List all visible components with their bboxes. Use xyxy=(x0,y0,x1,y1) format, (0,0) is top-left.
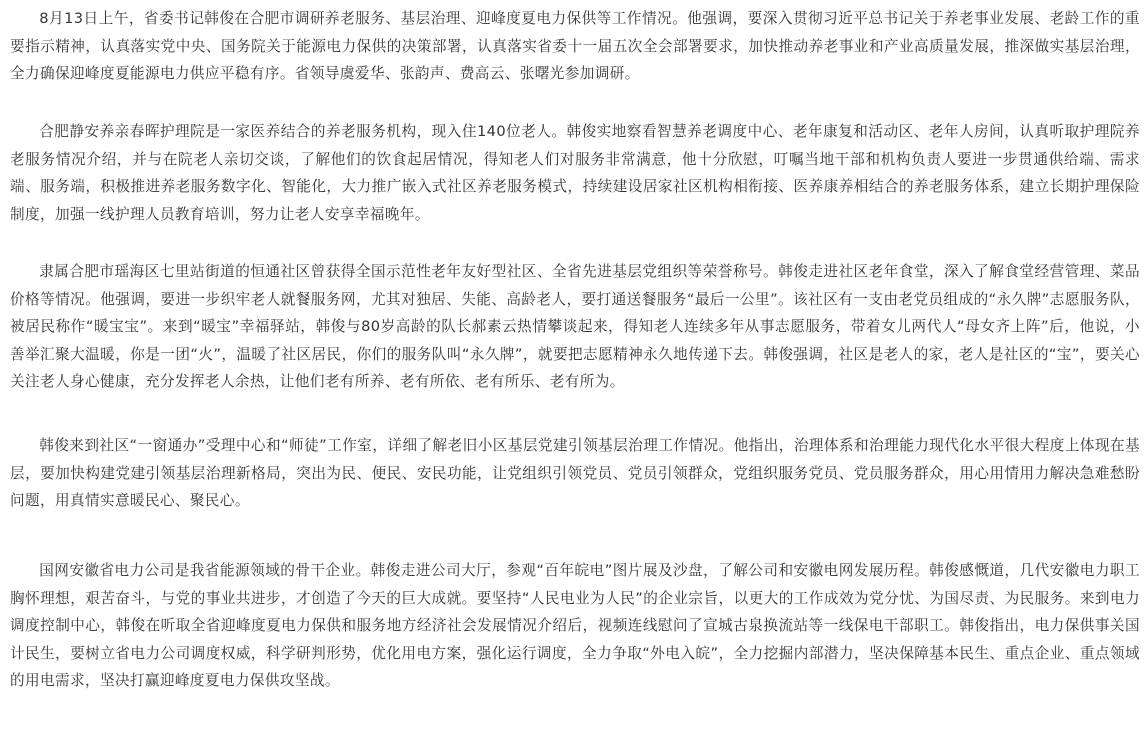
paragraph-2: 合肥静安养亲春晖护理院是一家医养结合的养老服务机构，现入住140位老人。韩俊实地察看智慧养老调度中心、老年康复和活动区、老年人房间，认真听取护理院养老服务情况介绍，并与在院老人亲切交谈，了解他们的饮食起居情况，得知老人们对服务非常满意，他十分欣慰，叮嘱当地干部和机构负责人要进一步贯通供给端、需求端、服务端，积极推进养老服务数字化、智能化，大力推广嵌入式社区养老服务模式，持续建设居家社区机构相衔接、医养康养相结合的养老服务体系，建立长期护理保险制度，加强一线护理人员教育培训，努力让老人安享幸福晚年。 xyxy=(10,123,1140,223)
paragraph-4: 韩俊来到社区“一窗通办”受理中心和“师徒”工作室，详细了解老旧小区基层党建引领基层治理工作情况。他指出，治理体系和治理能力现代化水平很大程度上体现在基层，要加快构建党建引领基层治理新格局，突出为民、便民、安民功能，让党组织引领党员、党员引领群众，党组织服务党员、党员服务群众，用心用情用力解决急难愁盼问题，用真情实意暖民心、聚民心。 xyxy=(10,437,1140,509)
paragraph-5: 国网安徽省电力公司是我省能源领域的骨干企业。韩俊走进公司大厅，参观“百年皖电”图片展及沙盘，了解公司和安徽电网发展历程。韩俊感慨道，几代安徽电力职工胸怀理想，艰苦奋斗，与党的事业共进步，才创造了今天的巨大成就。要坚持“人民电业为人民”的企业宗旨，以更大的工作成效为党分忧、为国尽责、为民服务。来到电力调度控制中心，韩俊在听取全省迎峰度夏电力保供和服务地方经济社会发展情况介绍后，视频连线慰问了宣城古泉换流站等一线保电干部职工。韩俊指出，电力保供事关国计民生，要树立省电力公司调度权威，科学研判形势，优化用电方案，强化运行调度，全力争取“外电入皖”，全力挖掘内部潜力，坚决保障基本民生、重点企业、重点领域的用电需求，坚决打赢迎峰度夏电力保供攻坚战。 xyxy=(10,562,1140,689)
paragraph-1: 8月13日上午，省委书记韩俊在合肥市调研养老服务、基层治理、迎峰度夏电力保供等工作情况。他强调，要深入贯彻习近平总书记关于养老事业发展、老龄工作的重要指示精神，认真落实党中央、国务院关于能源电力保供的决策部署，认真落实省委十一届五次全会部署要求，加快推动养老事业和产业高质量发展，推深做实基层治理，全力确保迎峰度夏能源电力供应平稳有序。省领导虞爱华、张韵声、费高云、张曙光参加调研。 xyxy=(10,10,1140,82)
paragraph-3: 隶属合肥市瑶海区七里站街道的恒通社区曾获得全国示范性老年友好型社区、全省先进基层党组织等荣誉称号。韩俊走进社区老年食堂，深入了解食堂经营管理、菜品价格等情况。他强调，要进一步织牢老人就餐服务网，尤其对独居、失能、高龄老人，要打通送餐服务“最后一公里”。该社区有一支由老党员组成的“永久牌”志愿服务队，被居民称作“暖宝宝”。来到“暖宝”幸福驿站，韩俊与80岁高龄的队长郝素云热情攀谈起来，得知老人连续多年从事志愿服务，带着女儿两代人“母女齐上阵”后，他说，小善举汇聚大温暖，你是一团“火”，温暖了社区居民，你们的服务队叫“永久牌”，就要把志愿精神永久地传递下去。韩俊强调，社区是老人的家，老人是社区的“宝”，要关心关注老人身心健康，充分发挥老人余热，让他们老有所养、老有所依、老有所乐、老有所为。 xyxy=(10,263,1140,390)
